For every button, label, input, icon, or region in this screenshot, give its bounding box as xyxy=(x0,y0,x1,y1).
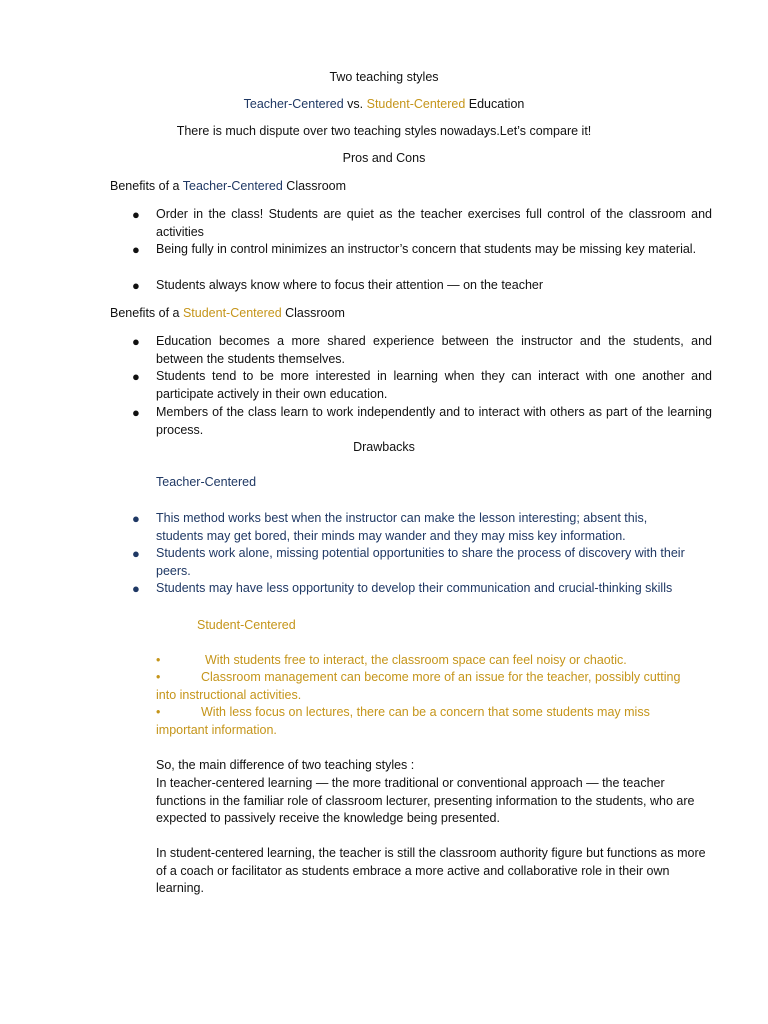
drawbacks-heading: Drawbacks xyxy=(353,440,415,454)
conclusion-paragraph-1: In teacher-centered learning — the more traditional or conventional approach — the teacher functions in the familiar role of classroom lecturer, presenting information to the students, who are expected to passively receive the knowledge being presented. xyxy=(156,776,695,825)
list-item: Members of the class learn to work independently and to interact with others as part of the learning process. xyxy=(156,405,712,437)
list-item: Order in the class! Students are quiet as the teacher exercises full control of the classroom and activities xyxy=(156,207,712,239)
subtitle-student-centered: Student-Centered xyxy=(366,97,466,111)
bullet-marker: ● xyxy=(132,334,140,349)
bullet-marker: ● xyxy=(132,369,140,384)
bullet-marker: • xyxy=(156,670,161,684)
conclusion-paragraph-2: In student-centered learning, the teacher is still the classroom authority figure but functions as more of a coach or facilitator as students embrace a more active and collaborative role in their own learning. xyxy=(156,846,706,895)
list-item: This method works best when the instructor can make the lesson interesting; absent this, students may get bored, their minds may wander and they may miss key information. xyxy=(156,511,648,543)
document-subtitle xyxy=(0,96,768,113)
list-item: With less focus on lectures, there can be a concern that some students may miss important information. xyxy=(156,705,650,737)
bullet-marker: ● xyxy=(132,207,140,222)
list-item: Education becomes a more shared experience between the instructor and the students, and between the students themselves. xyxy=(156,334,712,366)
benefits-teacher-prefix: Benefits of a xyxy=(110,179,183,193)
bullet-marker: • xyxy=(156,653,161,667)
drawbacks-student-heading: Student-Centered xyxy=(197,618,296,632)
bullet-marker: ● xyxy=(132,546,140,561)
document-title: Two teaching styles xyxy=(329,70,439,84)
bullet-marker: ● xyxy=(132,511,140,526)
subtitle-teacher-centered: Teacher-Centered xyxy=(243,97,344,111)
intro-text: There is much dispute over two teaching styles nowadays.Let’s compare it! xyxy=(176,124,592,138)
bullet-marker: ● xyxy=(132,405,140,420)
bullet-marker: • xyxy=(156,705,161,719)
benefits-student-suffix: Classroom xyxy=(281,306,345,320)
list-item: Students tend to be more interested in learning when they can interact with one another and participate actively in their own education. xyxy=(156,369,712,401)
drawbacks-teacher-heading: Teacher-Centered xyxy=(156,475,257,489)
bullet-marker: ● xyxy=(132,242,140,257)
bullet-marker: ● xyxy=(132,581,140,596)
benefits-teacher-heading xyxy=(110,178,346,195)
list-item: Students work alone, missing potential opportunities to share the process of discovery with their peers. xyxy=(156,546,685,578)
subtitle-education: Education xyxy=(465,97,525,111)
list-item: With students free to interact, the classroom space can feel noisy or chaotic. xyxy=(205,653,627,667)
pros-cons-heading: Pros and Cons xyxy=(342,151,426,165)
list-item: Students may have less opportunity to develop their communication and crucial-thinking skills xyxy=(156,581,673,595)
benefits-student-prefix: Benefits of a xyxy=(110,306,183,320)
list-item: Classroom management can become more of an issue for the teacher, possibly cutting into instructional activities. xyxy=(156,670,681,702)
bullet-marker: ● xyxy=(132,278,140,293)
benefits-teacher-suffix: Classroom xyxy=(282,179,347,193)
subtitle-vs: vs. xyxy=(343,97,367,111)
benefits-student-heading xyxy=(110,305,345,322)
benefits-teacher-highlight: Teacher-Centered xyxy=(182,179,283,193)
conclusion-heading: So, the main difference of two teaching styles : xyxy=(156,758,415,772)
list-item: Being fully in control minimizes an instructor’s concern that students may be missing key material. xyxy=(156,242,697,256)
list-item: Students always know where to focus their attention — on the teacher xyxy=(156,278,544,292)
benefits-student-highlight: Student-Centered xyxy=(182,306,282,320)
